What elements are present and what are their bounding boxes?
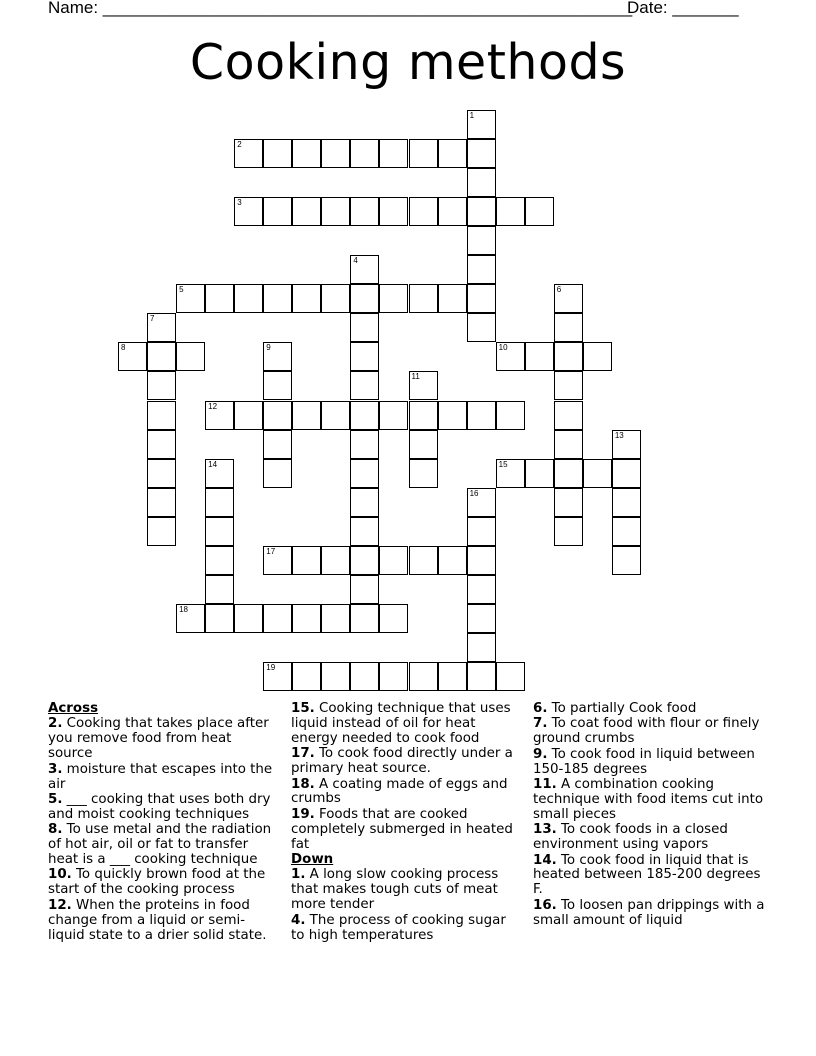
clue-number: 18 — [179, 604, 188, 614]
grid-cell[interactable] — [292, 604, 321, 633]
grid-cell[interactable] — [554, 313, 583, 342]
grid-cell[interactable] — [350, 284, 379, 313]
grid-cell[interactable] — [263, 197, 292, 226]
down-clue-16: 16. To loosen pan drippings with a small amount of liquid — [533, 897, 765, 928]
down-clue-7: 7. To coat food with flour or finely ground crumbs — [533, 716, 760, 747]
grid-cell[interactable] — [321, 401, 350, 430]
grid-cell[interactable] — [205, 401, 234, 430]
grid-cell[interactable] — [467, 313, 496, 342]
grid-cell[interactable] — [467, 110, 496, 139]
down-clue-11: 11. A combination cooking technique with food items cut into small pieces — [533, 777, 764, 822]
grid-cell[interactable] — [147, 342, 176, 371]
grid-cell[interactable] — [350, 604, 379, 633]
grid-cell[interactable] — [409, 401, 438, 430]
grid-cell[interactable] — [263, 342, 292, 371]
across-clue-5: 5. ___ cooking that uses both dry and moist cooking techniques — [48, 791, 271, 822]
grid-cell[interactable] — [234, 197, 263, 226]
name-field[interactable]: Name: ________________________________________________________ — [48, 0, 633, 17]
grid-cell[interactable] — [467, 575, 496, 604]
grid-cell[interactable] — [496, 662, 525, 691]
down-clue-6: 6. To partially Cook food — [533, 701, 697, 716]
across-clue-8: 8. To use metal and the radiation of hot air, oil or fat to transfer heat is a ___ cooking technique — [48, 822, 272, 868]
grid-cell[interactable] — [147, 371, 176, 400]
clue-number: 16 — [469, 488, 479, 498]
date-field[interactable]: Date: _______ — [627, 0, 739, 17]
grid-cell[interactable] — [554, 459, 583, 488]
clue-number: 1 — [469, 111, 475, 120]
grid-cell[interactable] — [496, 401, 525, 430]
grid-cell[interactable] — [409, 459, 438, 488]
grid-cell[interactable] — [205, 575, 234, 604]
grid-cell[interactable] — [409, 546, 438, 575]
across-clue-2: 2. Cooking that takes place after you remove food from heat source — [48, 716, 269, 762]
grid-cell[interactable] — [234, 139, 263, 168]
grid-cell[interactable] — [147, 488, 176, 517]
grid-cell[interactable] — [350, 459, 379, 488]
grid-cell[interactable] — [234, 604, 263, 633]
grid-cell[interactable] — [205, 546, 234, 575]
grid-cell[interactable] — [525, 197, 554, 226]
grid-cell[interactable] — [467, 633, 496, 662]
across-clue-19: 19. Foods that are cooked completely submerged in heated fat — [291, 806, 513, 852]
grid-cell[interactable] — [409, 430, 438, 459]
grid-cell[interactable] — [379, 546, 408, 575]
clues-column-3 — [533, 702, 773, 929]
down-clue-1: 1. A long slow cooking process that makes tough cuts of meat more tender — [291, 867, 499, 913]
grid-cell[interactable] — [176, 284, 205, 313]
grid-cell[interactable] — [350, 342, 379, 371]
grid-cell[interactable] — [263, 401, 292, 430]
grid-cell[interactable] — [409, 197, 438, 226]
grid-cell[interactable] — [350, 197, 379, 226]
down-clue-4: 4. The process of cooking sugar to high temperatures — [291, 912, 506, 943]
grid-cell[interactable] — [234, 284, 263, 313]
clue-number: 12 — [208, 401, 218, 411]
grid-cell[interactable] — [263, 371, 292, 400]
page-title: Cooking methods — [189, 34, 627, 91]
grid-cell[interactable] — [583, 342, 612, 371]
grid-cell[interactable] — [350, 517, 379, 546]
grid-cell[interactable] — [379, 139, 408, 168]
grid-cell[interactable] — [409, 139, 438, 168]
grid-cell[interactable] — [612, 430, 641, 459]
clue-number: 6 — [556, 285, 562, 295]
grid-cell[interactable] — [205, 604, 234, 633]
grid-cell[interactable] — [118, 342, 147, 371]
grid-cell[interactable] — [467, 546, 496, 575]
grid-cell[interactable] — [525, 342, 554, 371]
clue-number: 5 — [179, 285, 184, 295]
clue-number: 2 — [237, 140, 242, 150]
grid-cell[interactable] — [147, 517, 176, 546]
clue-number: 19 — [266, 662, 276, 672]
grid-cell[interactable] — [554, 284, 583, 313]
grid-cell[interactable] — [350, 662, 379, 691]
grid-cell[interactable] — [467, 168, 496, 197]
grid-cell[interactable] — [292, 197, 321, 226]
clue-number: 7 — [150, 314, 155, 324]
grid-cell[interactable] — [292, 284, 321, 313]
grid-cell[interactable] — [496, 342, 525, 371]
across-clue-17: 17. To cook food directly under a primary heat source. — [291, 746, 513, 777]
clue-number: 10 — [498, 343, 508, 353]
grid-cell[interactable] — [263, 139, 292, 168]
grid-cell[interactable] — [263, 430, 292, 459]
grid-cell[interactable] — [496, 459, 525, 488]
grid-cell[interactable] — [350, 139, 379, 168]
grid-cell[interactable] — [176, 604, 205, 633]
grid-cell[interactable] — [379, 662, 408, 691]
grid-cell[interactable] — [379, 401, 408, 430]
grid-cell[interactable] — [583, 459, 612, 488]
grid-cell[interactable] — [438, 401, 467, 430]
grid-cell[interactable] — [350, 401, 379, 430]
grid-cell[interactable] — [379, 284, 408, 313]
grid-cell[interactable] — [350, 371, 379, 400]
grid-cell[interactable] — [467, 662, 496, 691]
clue-number: 14 — [208, 459, 218, 469]
across-clue-15: 15. Cooking technique that uses liquid instead of oil for heat energy needed to cook food — [291, 701, 511, 746]
grid-cell[interactable] — [467, 284, 496, 313]
grid-cell[interactable] — [350, 430, 379, 459]
grid-cell[interactable] — [321, 662, 350, 691]
grid-cell[interactable] — [379, 197, 408, 226]
grid-cell[interactable] — [467, 139, 496, 168]
down-clue-14: 14. To cook food in liquid that is heated between 185-200 degrees F. — [533, 852, 761, 898]
grid-cell[interactable] — [205, 517, 234, 546]
grid-cell[interactable] — [292, 401, 321, 430]
grid-cell[interactable] — [263, 459, 292, 488]
grid-cell[interactable] — [467, 401, 496, 430]
grid-cell[interactable] — [321, 284, 350, 313]
grid-cell[interactable] — [350, 255, 379, 284]
grid-cell[interactable] — [147, 401, 176, 430]
grid-cell[interactable] — [205, 488, 234, 517]
grid-cell[interactable] — [467, 226, 496, 255]
grid-cell[interactable] — [438, 197, 467, 226]
grid-cell[interactable] — [321, 546, 350, 575]
clue-number: 15 — [498, 459, 508, 469]
grid-cell[interactable] — [379, 604, 408, 633]
clue-number: 17 — [266, 546, 276, 556]
grid-cell[interactable] — [467, 197, 496, 226]
grid-cell[interactable] — [147, 459, 176, 488]
grid-cell[interactable] — [321, 197, 350, 226]
grid-cell[interactable] — [350, 313, 379, 342]
grid-cell[interactable] — [525, 459, 554, 488]
across-clue-10: 10. To quickly brown food at the start of the cooking process — [48, 867, 266, 898]
grid-cell[interactable] — [438, 284, 467, 313]
grid-cell[interactable] — [612, 517, 641, 546]
grid-cell[interactable] — [350, 488, 379, 517]
grid-cell[interactable] — [176, 342, 205, 371]
grid-cell[interactable] — [409, 371, 438, 400]
grid-cell[interactable] — [292, 546, 321, 575]
clues-column-1 — [48, 702, 280, 944]
grid-cell[interactable] — [438, 546, 467, 575]
grid-cell[interactable] — [554, 517, 583, 546]
clue-number: 3 — [237, 198, 242, 208]
grid-cell[interactable] — [467, 517, 496, 546]
grid-cell[interactable] — [234, 401, 263, 430]
across-heading: Across — [48, 701, 99, 716]
grid-cell[interactable] — [409, 284, 438, 313]
across-clue-18: 18. A coating made of eggs and crumbs — [291, 776, 508, 807]
grid-cell[interactable] — [554, 342, 583, 371]
grid-cell[interactable] — [554, 488, 583, 517]
clue-number: 9 — [266, 343, 271, 353]
grid-cell[interactable] — [263, 284, 292, 313]
grid-cell[interactable] — [147, 313, 176, 342]
clue-number: 13 — [614, 430, 624, 440]
down-heading: Down — [291, 852, 334, 868]
grid-cell[interactable] — [350, 546, 379, 575]
grid-cell[interactable] — [554, 401, 583, 430]
grid-cell[interactable] — [438, 139, 467, 168]
grid-cell[interactable] — [147, 430, 176, 459]
grid-cell[interactable] — [467, 255, 496, 284]
across-clue-12: 12. When the proteins in food change from a liquid or semi-liquid state to a drier solid state. — [48, 897, 267, 943]
grid-cell[interactable] — [263, 546, 292, 575]
grid-cell[interactable] — [205, 459, 234, 488]
across-clue-3: 3. moisture that escapes into the air — [48, 761, 273, 792]
grid-cell[interactable] — [292, 139, 321, 168]
grid-cell[interactable] — [467, 604, 496, 633]
clues-column-2 — [291, 702, 519, 944]
grid-cell[interactable] — [205, 284, 234, 313]
down-clue-13: 13. To cook foods in a closed environment using vapors — [533, 822, 728, 853]
grid-cell[interactable] — [263, 662, 292, 691]
grid-cell[interactable] — [321, 604, 350, 633]
grid-cell[interactable] — [554, 371, 583, 400]
grid-cell[interactable] — [292, 662, 321, 691]
grid-cell[interactable] — [612, 546, 641, 575]
grid-cell[interactable] — [321, 139, 350, 168]
grid-cell[interactable] — [554, 430, 583, 459]
grid-cell[interactable] — [612, 488, 641, 517]
grid-cell[interactable] — [612, 459, 641, 488]
clue-number: 8 — [121, 343, 126, 353]
grid-cell[interactable] — [263, 604, 292, 633]
grid-cell[interactable] — [496, 197, 525, 226]
clue-number: 11 — [411, 372, 420, 382]
grid-cell[interactable] — [350, 575, 379, 604]
clue-number: 4 — [353, 256, 358, 266]
grid-cell[interactable] — [438, 662, 467, 691]
grid-cell[interactable] — [409, 662, 438, 691]
down-clue-9: 9. To cook food in liquid between 150-185 degrees — [533, 746, 755, 777]
grid-cell[interactable] — [467, 488, 496, 517]
